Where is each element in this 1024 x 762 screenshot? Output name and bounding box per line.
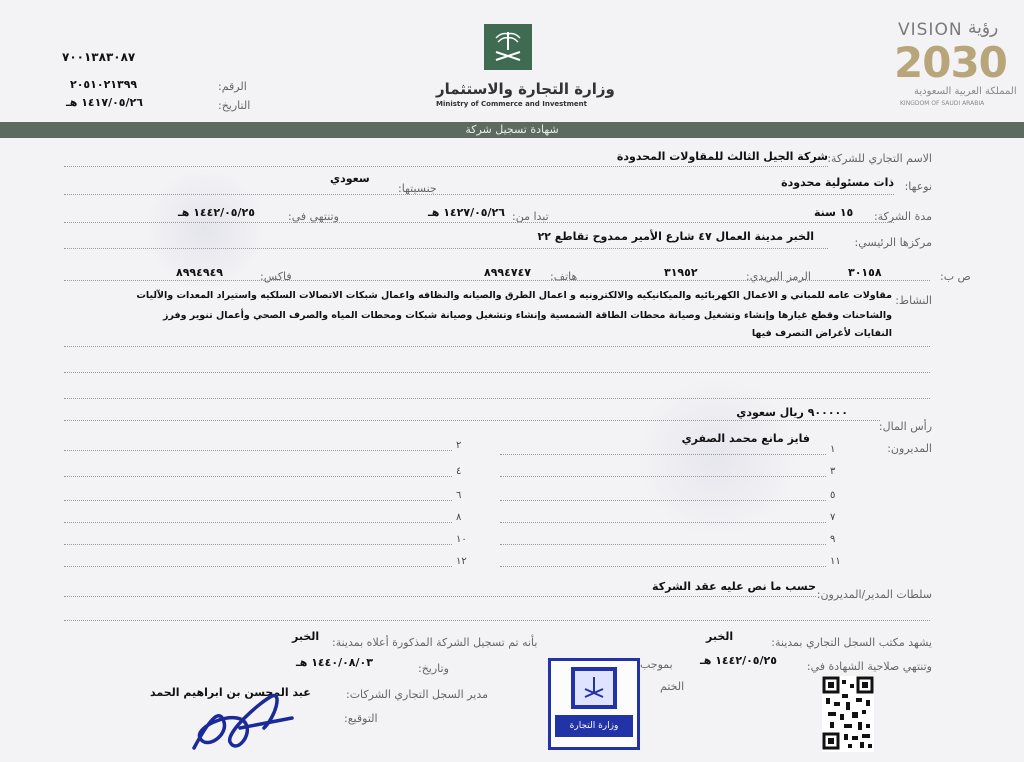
- ministry-name-ar: وزارة التجارة والاستثمار: [436, 80, 615, 98]
- director-name: عبد المحسن بن ابراهيم الحمد: [150, 686, 311, 699]
- ministry-name-en: Ministry of Commerce and Investment: [436, 100, 588, 108]
- manager-num-2: ٢: [456, 440, 462, 451]
- manager-num-10: ١٠: [456, 534, 467, 545]
- activity-line-3: النفايات لأغراض التصرف فيها: [751, 328, 892, 339]
- phone-label: هاتف:: [550, 270, 578, 283]
- certificate-number: ٢٠٥١٠٢١٣٩٩: [70, 78, 138, 91]
- managers-label: المديرون:: [887, 442, 932, 455]
- hq-dots: [64, 248, 828, 249]
- qr-code-icon: [822, 676, 874, 752]
- trade-name-dots: [64, 166, 828, 167]
- manager-num-5: ٥: [830, 490, 836, 501]
- fax-value: ٨٩٩٤٩٤٩: [176, 266, 223, 279]
- manager-1-value: فايز مانع محمد الصفري: [681, 432, 810, 445]
- phone-value: ٨٩٩٤٧٤٧: [484, 266, 531, 279]
- activity-dots-1: [64, 346, 930, 347]
- manager-num-4: ٤: [456, 466, 462, 477]
- duration-label: مدة الشركة:: [873, 210, 932, 223]
- certify-city-2: الخبر: [292, 630, 320, 643]
- manager-num-3: ٣: [830, 466, 836, 477]
- number-label: الرقم:: [218, 80, 247, 93]
- certificate-title: شهادة تسجيل شركة: [465, 123, 559, 136]
- starts-value: ١٤٢٧/٠٥/٢٦ هـ: [428, 206, 505, 219]
- certify-label: يشهد مكتب السجل التجاري بمدينة:: [771, 636, 932, 649]
- type-dots: [64, 194, 894, 195]
- vision-label-ar: رؤية: [968, 18, 999, 38]
- manager-dots-7: [500, 522, 826, 523]
- vision-kingdom-ar: المملكة العربية السعودية: [914, 86, 1017, 97]
- stamp-emblem-icon: [571, 667, 617, 709]
- manager-dots-1: [500, 454, 826, 455]
- manager-dots-2: [64, 450, 452, 451]
- manager-num-8: ٨: [456, 512, 462, 523]
- ends-value: ١٤٤٢/٠٥/٢٥ هـ: [178, 206, 255, 219]
- signature-mark: [180, 688, 310, 758]
- certify-mid: بأنه تم تسجيل الشركة المذكورة أعلاه بمدينة:: [332, 636, 538, 649]
- manager-dots-6: [64, 500, 452, 501]
- nationality-label: جنسيتها:: [398, 182, 437, 195]
- activity-line-1: مقاولات عامه للمباني و الاعمال الكهربائيه والميكانيكيه والالكترونيه و اعمال الطرق والصيانه والنظافه واعمال شبكات الاتصالات السلكيه واستيراد المعدات والآليات: [136, 290, 892, 301]
- trade-name-value: شركة الجيل الثالث للمقاولات المحدودة: [616, 150, 828, 163]
- certificate-date: ١٤١٧/٠٥/٢٦ هـ: [66, 96, 143, 109]
- duration-value: ١٥ سنة: [814, 206, 854, 219]
- validity-label: وتنتهي صلاحية الشهادة في:: [806, 660, 932, 673]
- pobox-value: ٣٠١٥٨: [848, 266, 882, 279]
- activity-dots-2: [64, 372, 930, 373]
- trade-name-label: الاسم التجاري للشركة:: [827, 152, 932, 165]
- director-label: مدير السجل التجاري الشركات:: [346, 688, 488, 701]
- duration-dots: [64, 222, 894, 223]
- activity-dots-3: [64, 398, 930, 399]
- type-label: نوعها:: [904, 180, 932, 193]
- manager-dots-3: [500, 476, 826, 477]
- stamp-label: الختم: [660, 680, 685, 693]
- manager-num-6: ٦: [456, 490, 462, 501]
- contact-dots: [64, 280, 930, 281]
- title-banner: [0, 122, 1024, 138]
- manager-dots-11: [500, 566, 826, 567]
- manager-dots-10: [64, 544, 452, 545]
- postal-code-value: ٣١٩٥٢: [664, 266, 698, 279]
- capital-label: رأس المال:: [878, 420, 932, 433]
- starts-label: تبدا من:: [512, 210, 549, 223]
- vision-year: 2030: [894, 38, 1007, 87]
- nationality-value: سعودي: [330, 172, 370, 185]
- hq-value: الخبر مدينة العمال ٤٧ شارع الأمير ممدوح تقاطع ٢٢: [537, 230, 814, 243]
- manager-num-7: ٧: [830, 512, 836, 523]
- manager-num-9: ٩: [830, 534, 836, 545]
- postal-code-label: الرمز البريدي:: [746, 270, 811, 283]
- ends-label: وتنتهي في:: [288, 210, 339, 223]
- manager-dots-5: [500, 500, 826, 501]
- hq-label: مركزها الرئيسي:: [854, 236, 932, 249]
- manager-num-12: ١٢: [456, 556, 467, 567]
- manager-dots-4: [64, 476, 452, 477]
- official-stamp: [548, 658, 640, 750]
- stamp-text: وزارة التجارة: [555, 715, 633, 737]
- validity-value: ١٤٤٢/٠٥/٢٥ هـ: [700, 654, 777, 667]
- vision-label-en: VISION: [898, 20, 963, 40]
- manager-num-11: ١١: [830, 556, 841, 567]
- type-value: ذات مسئولية محدودة: [781, 176, 894, 189]
- activity-label: النشاط:: [895, 294, 932, 307]
- under-label: بموجب: [640, 658, 673, 671]
- pobox-label: ص ب:: [940, 270, 971, 283]
- certify-city: الخبر: [706, 630, 734, 643]
- powers-dots-2: [64, 620, 930, 621]
- capital-value: ٩٠٠٠٠٠ ريال سعودي: [736, 406, 848, 419]
- fax-label: فاكس:: [260, 270, 292, 283]
- capital-dots: [64, 420, 880, 421]
- manager-num-1: ١: [830, 444, 836, 455]
- and-date-value: ١٤٤٠/٠٨/٠٣ هـ: [296, 656, 373, 669]
- manager-dots-12: [64, 566, 452, 567]
- vision-kingdom-en: KINGDOM OF SAUDI ARABIA: [900, 100, 985, 107]
- ministry-emblem-icon: [484, 24, 532, 70]
- date-label: التاريخ:: [218, 99, 251, 112]
- powers-value: حسب ما نص عليه عقد الشركة: [652, 580, 816, 593]
- manager-dots-9: [500, 544, 826, 545]
- signature-label: التوقيع:: [344, 712, 378, 725]
- powers-dots: [64, 596, 816, 597]
- reference-number: ٧٠٠١٣٨٣٠٨٧: [62, 50, 136, 64]
- powers-label: سلطات المدير/المديرون:: [816, 588, 932, 601]
- activity-line-2: والشاحنات وقطع غيارها وإنشاء وتشغيل وصيانة محطات الطاقة الشمسية وإنشاء وتشغيل وصيانة شبكات ومحطات المياه والصرف الصحي وأعمال تنوير وفرز: [162, 310, 892, 321]
- manager-dots-8: [64, 522, 452, 523]
- and-date-label: وتاريخ:: [418, 662, 449, 675]
